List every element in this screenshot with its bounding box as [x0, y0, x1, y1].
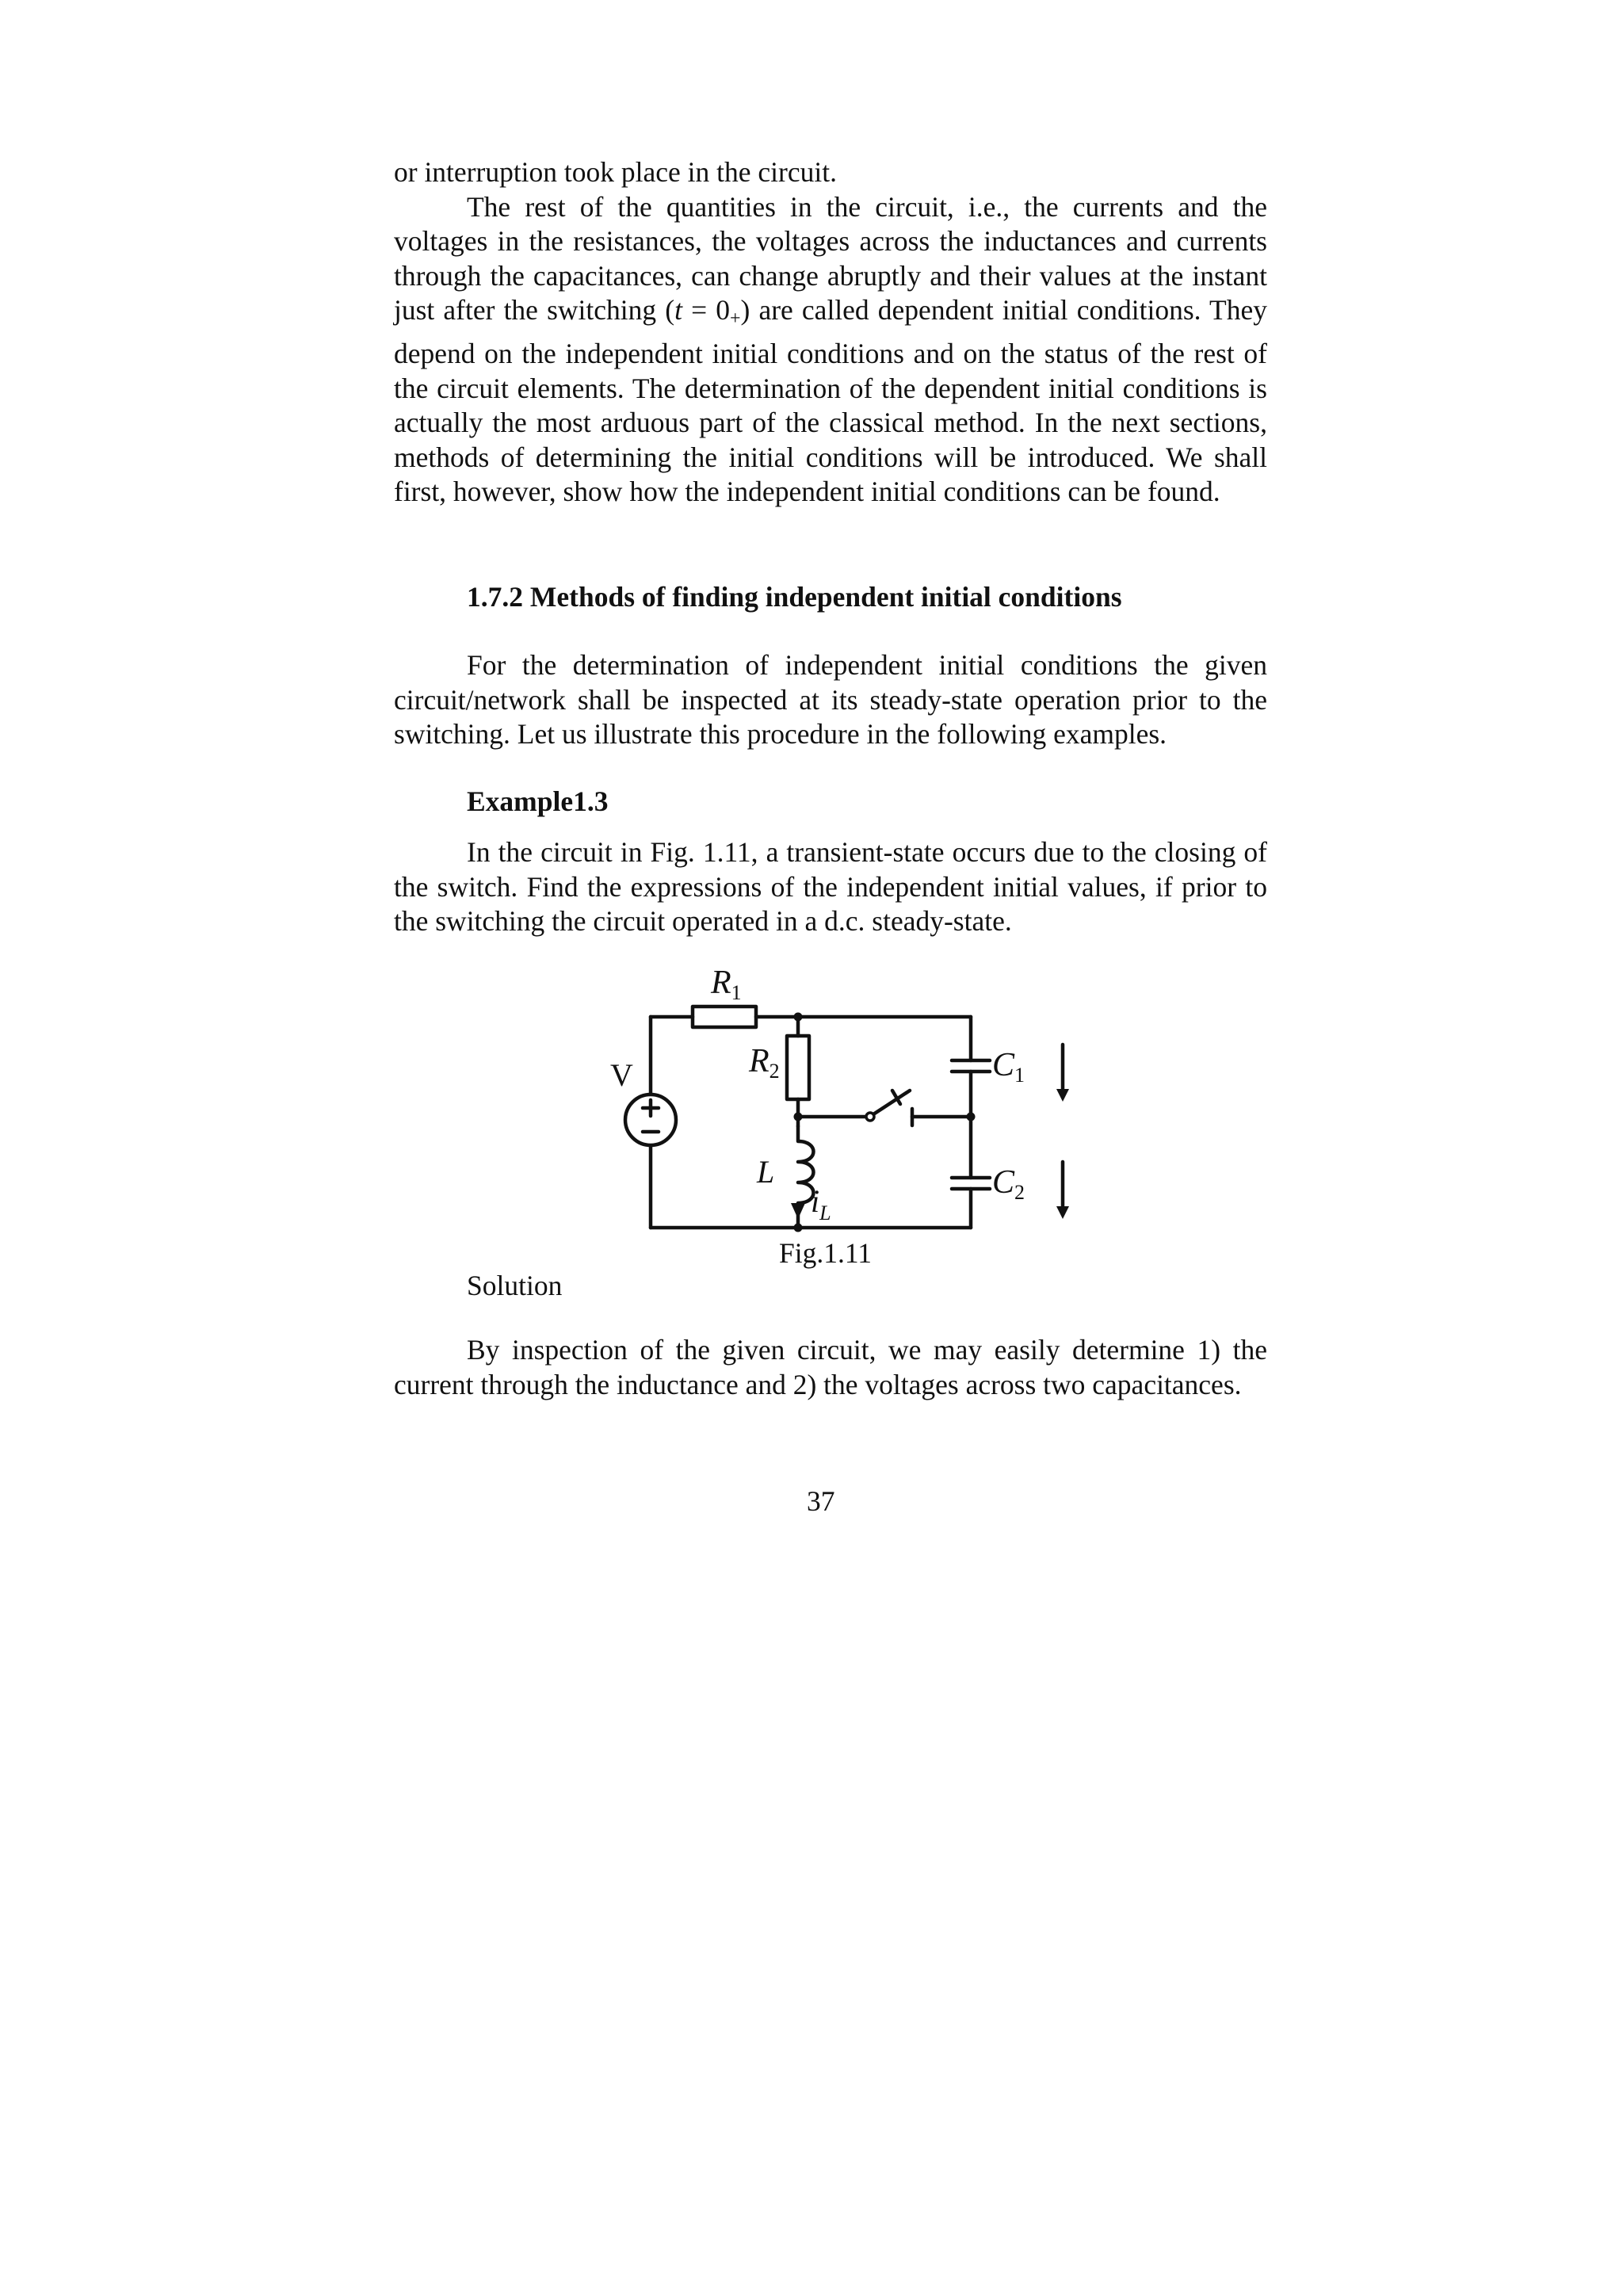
label-r1-letter: R — [711, 965, 731, 1001]
label-il-letter: i — [811, 1183, 820, 1219]
label-l: L — [757, 1154, 775, 1190]
label-il — [811, 1183, 831, 1224]
paragraph-procedure: For the determination of independent initial conditions the given circuit/network shall be inspected at its steady-state operation prior to the switching. Let us illustrate this procedure in the following examples. — [394, 649, 1267, 751]
label-c2-sub: 2 — [1014, 1181, 1025, 1204]
label-r2 — [748, 1043, 780, 1083]
switch-left-contact — [866, 1113, 874, 1121]
paragraph-solution: By inspection of the given circuit, we may easily determine 1) the current through the inductance and 2) the voltages across two capacitances. — [394, 1334, 1267, 1400]
paragraph-example-statement: In the circuit in Fig. 1.11, a transient-state occurs due to the closing of the switch. Find the expressions of the independent initial values, if prior to the switching the circuit operated in a d.c. steady-state. — [394, 836, 1267, 938]
section-heading: 1.7.2 Methods of finding independent initial conditions — [467, 581, 1122, 613]
paragraph-text-after-math: ) are called dependent initial conditions. They depend on the independent initial conditions and on the status of the rest of the circuit elements. The determination of the dependent initial conditions is actually the most arduous part of the classical method. In the next sections, methods of determining the initial conditions will be introduced. We shall first, however, show how the independent initial conditions can be found. — [394, 294, 1267, 508]
voltage-arrow-c1-head — [1056, 1089, 1069, 1102]
label-c2-letter: C — [992, 1164, 1015, 1201]
node-bottom — [794, 1224, 803, 1232]
figure-caption: Fig.1.11 — [779, 1237, 873, 1269]
label-v: V — [610, 1057, 633, 1093]
paragraph-continuation: or interruption took place in the circuit. — [394, 156, 837, 188]
label-c1-letter: C — [992, 1047, 1015, 1083]
resistor-r2-body — [787, 1036, 809, 1099]
voltage-arrow-c2-head — [1056, 1206, 1069, 1219]
label-c1-sub: 1 — [1014, 1064, 1025, 1087]
solution-label: Solution — [467, 1270, 563, 1301]
current-arrow-il — [791, 1203, 805, 1219]
resistor-r1-body — [693, 1007, 756, 1027]
math-equals-zero: = 0 — [682, 294, 730, 327]
label-r2-letter: R — [749, 1043, 769, 1079]
body-text-block-4 — [394, 1333, 1267, 1402]
label-il-sub: L — [819, 1201, 831, 1224]
switch-blade — [873, 1091, 910, 1114]
node-switch-left — [794, 1113, 803, 1121]
paragraph-text-before-math: The rest of the quantities in the circuit, i.e., the currents and the voltages in the resistances, the voltages across the inductances and currents through the capacitances, can change abruptly and their values at the instant just after the switching ( — [394, 190, 1267, 327]
math-subscript-plus: + — [729, 308, 741, 330]
node-top — [794, 1013, 803, 1022]
label-r1 — [710, 965, 742, 1004]
label-c1 — [992, 1047, 1025, 1087]
math-variable-t: t — [674, 294, 682, 327]
page-number: 37 — [807, 1485, 835, 1517]
label-r1-sub: 1 — [731, 981, 742, 1004]
label-c2 — [992, 1164, 1025, 1204]
label-r2-sub: 2 — [769, 1060, 780, 1083]
node-switch-right — [967, 1113, 976, 1121]
example-heading: Example1.3 — [467, 785, 609, 817]
